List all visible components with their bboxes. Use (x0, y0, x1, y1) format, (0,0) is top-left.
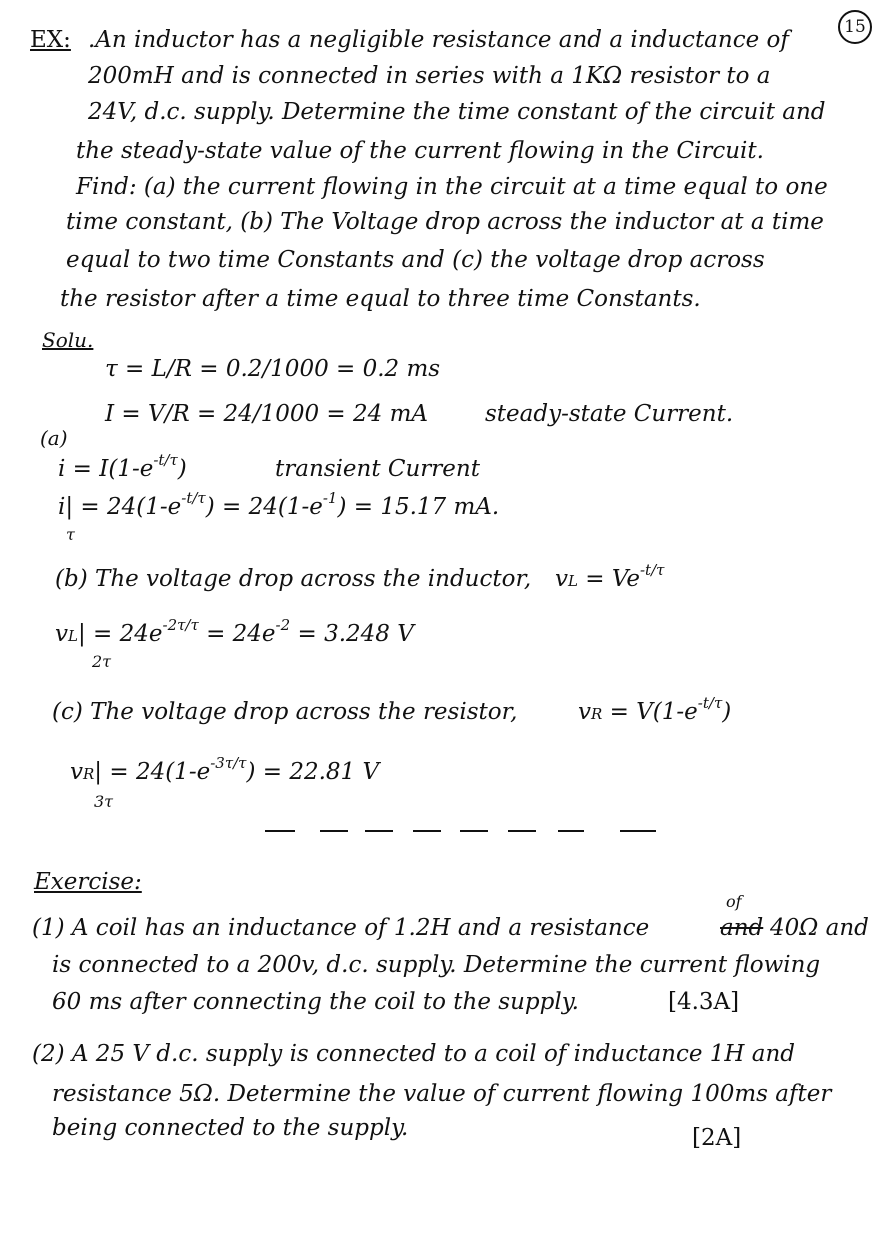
example-line-2: 200mH and is connected in series with a 1KΩ resistor to a (88, 63, 771, 89)
part-a-result-subscript: τ (66, 525, 75, 544)
example-line-3: 24V, d.c. supply. Determine the time constant of the circuit and (88, 99, 826, 125)
section-divider (265, 830, 660, 833)
transient-current-formula: $i = I(1-e^{-t/\tau})$ (58, 451, 187, 482)
exercise-q1-line-2: is connected to a 200v, d.c. supply. Determine the current flowing (52, 952, 821, 978)
part-b-intro: (b) The voltage drop across the inductor, (55, 566, 532, 592)
page-number: 15 (838, 10, 872, 44)
exercise-q1-struck-word: and (720, 915, 764, 941)
example-line-4: the steady-state value of the current flowing in the Circuit. (76, 138, 764, 164)
part-b-formula: vL = $Ve^{-t/\tau}$ (555, 561, 665, 592)
exercise-q1-line-1: (1) A coil has an inductance of 1.2H and a resistance (32, 915, 650, 941)
transient-current-note: transient Current (275, 456, 480, 482)
part-a-result: $i| = 24(1-e^{-t/\tau}) = 24(1-e^{-1}) = 15.17$ mA. (58, 489, 500, 520)
part-c-formula: vR = $V(1-e^{-t/\tau})$ (578, 694, 732, 725)
example-line-1: .An inductor has a negligible resistance and a inductance of (88, 27, 789, 53)
example-line-6: time constant, (b) The Voltage drop across the inductor at a time (66, 209, 824, 235)
exercise-q1-line-3: 60 ms after connecting the coil to the supply. (52, 989, 579, 1015)
example-line-5: Find: (a) the current flowing in the circuit at a time equal to one (76, 174, 828, 200)
exercise-q1-inserted-word: of (726, 892, 742, 911)
steady-current-note: steady-state Current. (485, 401, 734, 427)
exercise-q1-answer: [4.3A] (668, 989, 740, 1015)
steady-current-equation: I = V/R = 24/1000 = 24 mA (105, 401, 428, 427)
example-label: EX: (30, 27, 71, 53)
exercise-q2-answer: [2A] (692, 1125, 742, 1151)
time-constant-equation: τ = L/R = 0.2/1000 = 0.2 ms (105, 356, 441, 382)
solution-label: Solu. (42, 328, 94, 352)
part-c-result: $vR| = 24(1-e^{-3\tau/\tau}) = 22.81$ V (70, 754, 380, 785)
exercise-title: Exercise: (34, 869, 142, 895)
exercise-q2-line-3: being connected to the supply. (52, 1115, 409, 1141)
example-line-7: equal to two time Constants and (c) the voltage drop across (66, 247, 765, 273)
part-b-result-subscript: 2τ (92, 652, 112, 671)
exercise-q2-line-2: resistance 5Ω. Determine the value of current flowing 100ms after (52, 1081, 832, 1107)
exercise-q1-line-1-tail: 40Ω and (770, 915, 869, 941)
exercise-q2-line-1: (2) A 25 V d.c. supply is connected to a coil of inductance 1H and (32, 1041, 796, 1067)
part-b-result: $vL| = 24e^{-2\tau/\tau} = 24e^{-2} = 3.248$ V (55, 616, 414, 647)
example-line-8: the resistor after a time equal to three time Constants. (60, 286, 701, 312)
part-c-result-subscript: 3τ (94, 792, 114, 811)
part-c-intro: (c) The voltage drop across the resistor, (52, 699, 518, 725)
part-a-label: (a) (40, 426, 68, 450)
